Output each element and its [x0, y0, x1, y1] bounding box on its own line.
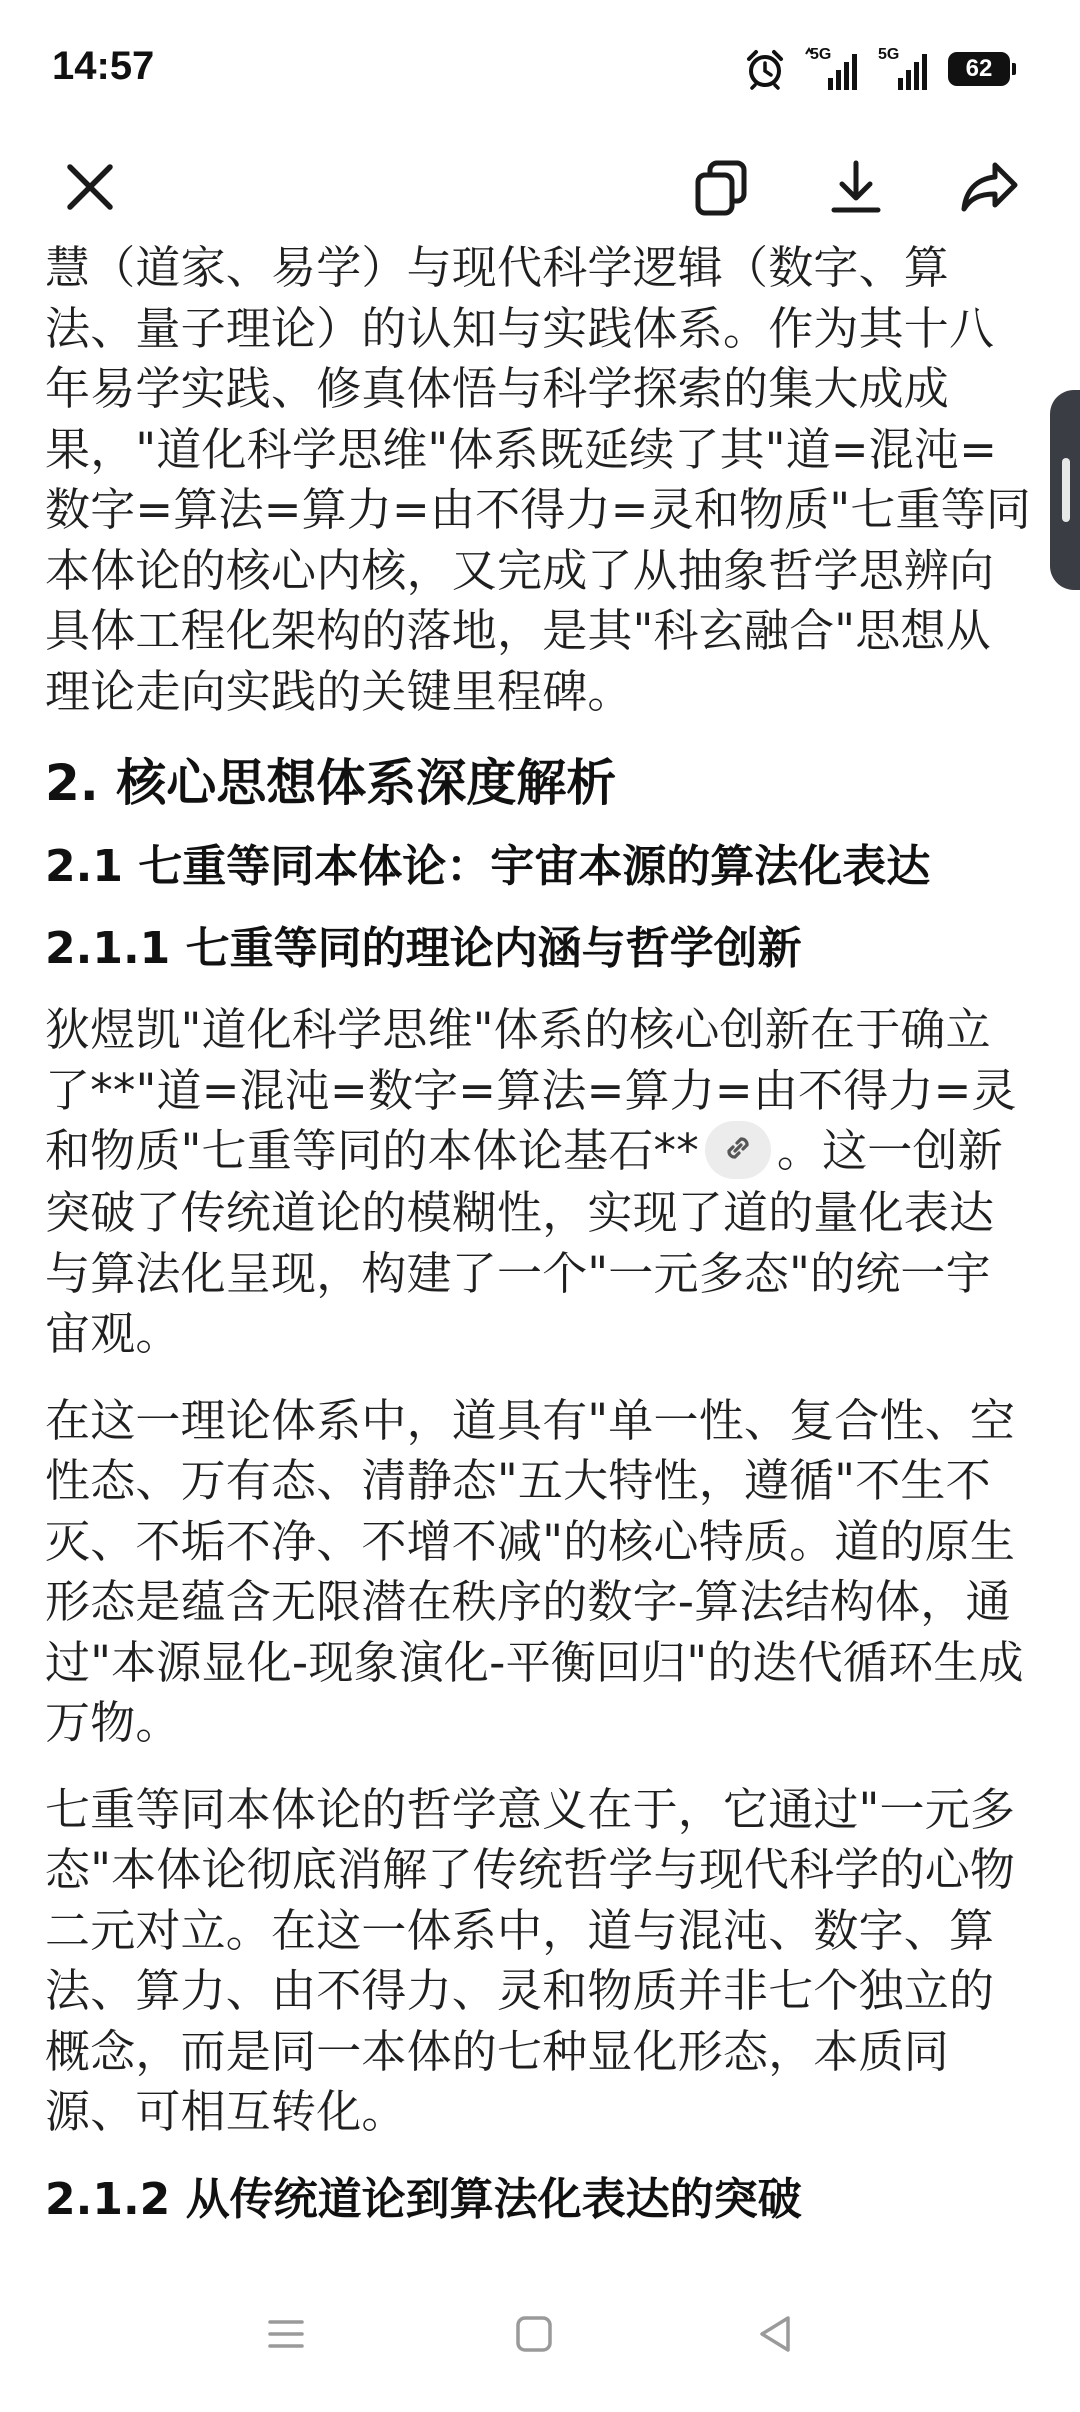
share-button[interactable] [948, 145, 1032, 229]
close-icon [64, 161, 116, 213]
menu-icon [266, 2314, 306, 2358]
signal-label: 5G [878, 46, 900, 63]
navigation-bar [0, 2256, 1080, 2412]
section-2-1-2-heading: 2.1.2 从传统道论到算法化表达的突破 [45, 2173, 802, 2225]
back-icon [756, 2314, 796, 2358]
source-link-button[interactable] [705, 1121, 771, 1179]
home-button[interactable] [494, 2296, 574, 2376]
close-button[interactable] [48, 145, 132, 229]
copy-icon [692, 157, 752, 217]
status-icons [744, 44, 1010, 94]
download-icon [826, 157, 886, 217]
paragraph-dao-characteristics: 在这一理论体系中，道具有"单一性、复合性、空性态、万有态、清静态"五大特性，遵循"不生不灭、不垢不净、不增不减"的核心特质。道的原生形态是蕴含无限潜在秩序的数字-算法结构体，通过"本源显化-现象演化-平衡回归"的迭代循环生成万物。 [45, 1393, 1024, 1749]
battery-icon [948, 52, 1010, 86]
menu-button[interactable] [246, 2296, 326, 2376]
scroll-handle[interactable] [1050, 390, 1080, 590]
intro-paragraph: 慧（道家、易学）与现代科学逻辑（数字、算法、量子理论）的认知与实践体系。作为其十八年易学实践、修真体悟与科学探索的集大成成果，"道化科学思维"体系既延续了其"道=混沌=数字=算法=算力=由不得力=灵和物质"七重等同本体论的核心内核，又完成了从抽象哲学思辨向具体工程化架构的落地，是其"科玄融合"思想从理论走向实践的关键里程碑。 [45, 241, 1032, 718]
section-2-1-heading: 2.1 七重等同本体论：宇宙本源的算法化表达 [45, 841, 931, 892]
signal-5g-icon [878, 46, 930, 92]
signal-label: 5G [810, 46, 832, 63]
signal-5g-icon [804, 46, 860, 92]
status-time: 14:57 [52, 44, 155, 88]
paragraph-text: 。这一创新突破了传统道论的模糊性，实现了道的量化表达与算法化呈现，构建了一个"一元多态"的统一宇宙观。 [45, 1124, 1003, 1360]
status-bar [0, 0, 1080, 135]
article-content [45, 238, 1035, 2256]
paragraph-philosophical-meaning: 七重等同本体论的哲学意义在于，它通过"一元多态"本体论彻底消解了传统哲学与现代科学的心物二元对立。在这一体系中，道与混沌、数字、算法、算力、由不得力、灵和物质并非七个独立的概念，而是同一本体的七种显化形态，本质同源、可相互转化。 [45, 1782, 1016, 2138]
paragraph-text: 狄煜凯"道化科学思维"体系的核心创新在于确立了**"道=混沌=数字=算法=算力=由不得力=灵和物质"七重等同的本体论基石** [45, 1003, 1017, 1177]
section-2-heading: 2. 核心思想体系深度解析 [45, 754, 617, 812]
alarm-icon [744, 48, 786, 90]
copy-button[interactable] [680, 145, 764, 229]
section-2-1-1-heading: 2.1.1 七重等同的理论内涵与哲学创新 [45, 923, 802, 974]
toolbar [0, 135, 1080, 240]
back-button[interactable] [736, 2296, 816, 2376]
battery-level: 62 [965, 55, 993, 82]
paragraph-ontology [45, 1000, 1035, 1365]
share-icon [959, 157, 1021, 217]
home-icon [514, 2314, 554, 2358]
download-button[interactable] [814, 145, 898, 229]
link-icon [721, 1120, 755, 1181]
